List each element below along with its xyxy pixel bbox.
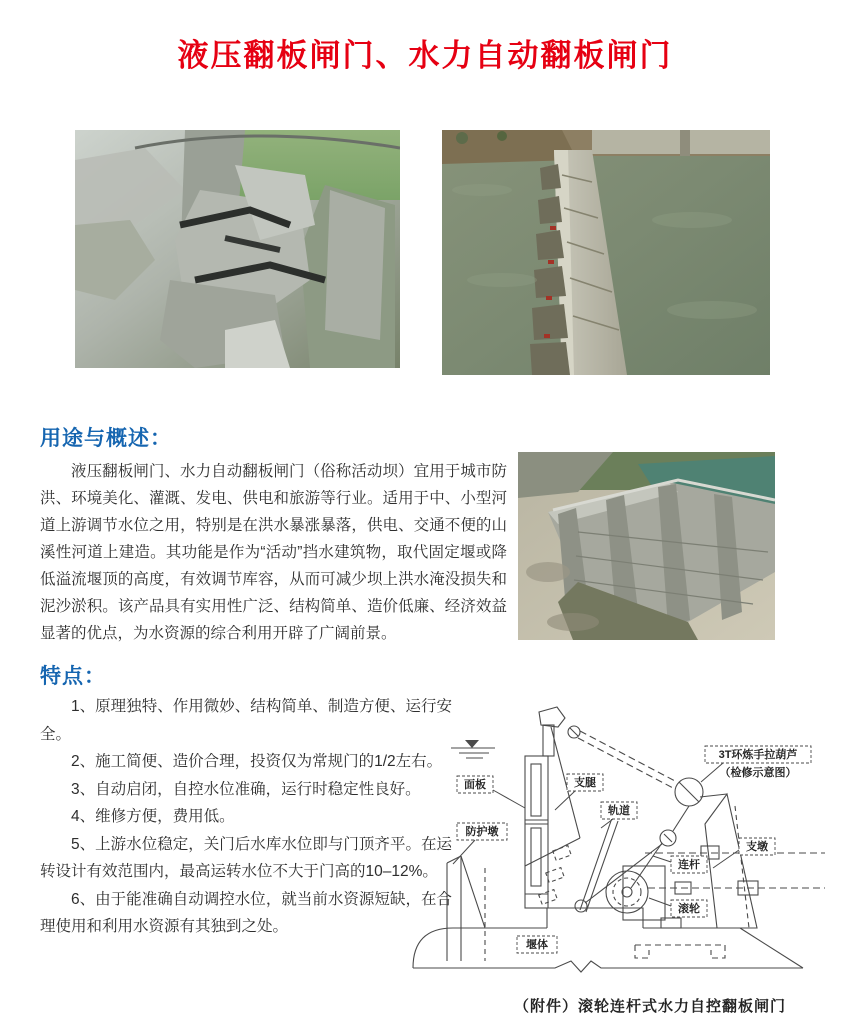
diagram-label-panel: 面板 bbox=[464, 779, 486, 791]
technical-diagram bbox=[405, 698, 850, 988]
technical-diagram-art bbox=[405, 698, 850, 988]
feature-item-2: 2、施工简便、造价合理，投资仅为常规门的1/2左右。 bbox=[71, 753, 443, 770]
feature-item-4: 4、维修方便，费用低。 bbox=[71, 808, 235, 825]
diagram-label-track: 轨道 bbox=[608, 805, 630, 817]
overview-paragraph: 液压翻板闸门、水力自动翻板闸门（俗称活动坝）宜用于城市防洪、环境美化、灌溉、发电、供电和旅游等行业。适用于中、小型河道上游调节水位之用，特别是在洪水暴涨暴落，供电、交通不便的山溪性河道上建造。其功能是作为“活动”挡水建筑物，取代固定堰或降低溢流堰顶的高度，有效调节库容，从而可减少坝上洪水淹没损失和泥沙淤积。该产品具有实用性广泛、结构简单、造价低廉、经济效益显著的优点，为水资源的综合利用开辟了广阔前景。 bbox=[40, 463, 507, 642]
features-list bbox=[40, 693, 452, 941]
diagram-label-weir-body: 堰体 bbox=[526, 939, 548, 951]
photo-gate-across-river-art bbox=[442, 130, 770, 375]
feature-item-1: 1、原理独特、作用微妙、结构简单、制造方便、运行安全。 bbox=[40, 698, 452, 743]
features-heading: 特点： bbox=[40, 665, 106, 688]
overview-heading: 用途与概述： bbox=[40, 427, 172, 450]
diagram-label-support-leg: 支腿 bbox=[574, 777, 596, 789]
diagram-label-hoist-note: （检修示意图） bbox=[719, 767, 797, 779]
diagram-caption: （附件）滚轮连杆式水力自控翻板闸门 bbox=[513, 998, 786, 1015]
photo-gate-across-river bbox=[442, 130, 770, 375]
feature-item-6: 6、由于能准确自动调控水位，就当前水资源短缺，在合理使用和利用水资源有其独到之处。 bbox=[40, 890, 452, 935]
feature-item-5: 5、上游水位稳定，关门后水库水位即与门顶齐平。在运转设计有效范围内，最高运转水位不大于门高的10–12%。 bbox=[40, 835, 452, 880]
page-title: 液压翻板闸门、水力自动翻板闸门 bbox=[177, 38, 673, 73]
photo-flap-gate-mechanism-art bbox=[75, 130, 400, 368]
diagram-label-link-rod: 连杆 bbox=[678, 859, 700, 871]
diagram-label-guard-pier: 防护墩 bbox=[465, 826, 499, 838]
diagram-label-roller: 滚轮 bbox=[678, 903, 700, 915]
photo-gate-wall bbox=[518, 452, 775, 640]
diagram-label-support-pier: 支墩 bbox=[746, 841, 768, 853]
diagram-label-hoist: 3T环炼手拉葫芦 bbox=[718, 749, 798, 761]
photo-gate-wall-art bbox=[518, 452, 775, 640]
feature-item-3: 3、自动启闭，自控水位准确，运行时稳定性良好。 bbox=[71, 780, 421, 798]
photo-flap-gate-mechanism bbox=[75, 130, 400, 368]
